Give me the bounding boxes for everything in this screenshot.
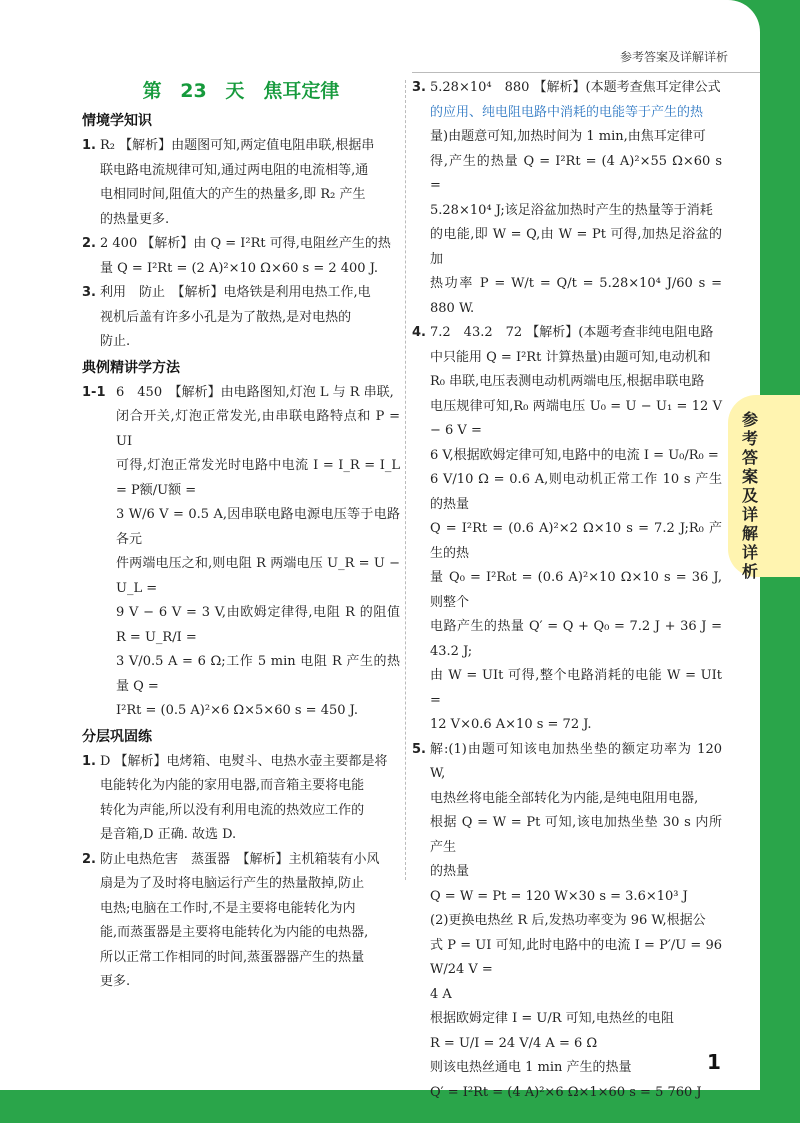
answer-line: 2 400 【解析】由 Q = I²Rt 可得,电阻丝产生的热 (100, 236, 391, 251)
answer-line: 量 Q = I²Rt = (2 A)²×10 Ω×60 s = 2 400 J. (100, 260, 379, 276)
answer-item (82, 232, 400, 281)
column-divider (405, 80, 406, 880)
answer-line: R = U/I = 24 V/4 A = 6 Ω (430, 1035, 598, 1051)
answer-line: 的电能,即 W = Q,由 W = Pt 可得,加热足浴盆的加 (430, 227, 722, 267)
running-header: 参考答案及详解详析 (619, 50, 728, 64)
answer-line: 4 A (430, 986, 452, 1002)
answer-line: 式 P = UI 可知,此时电路中的电流 I = P′/U = 96 W/24 V = (430, 937, 722, 977)
answer-line: (2)更换电热丝 R 后,发热功率变为 96 W,根据公 (430, 913, 706, 928)
left-column (82, 76, 400, 995)
answer-line: 电能转化为内能的家用电器,而音箱主要将电能 (100, 778, 365, 793)
answer-line: 则该电热丝通电 1 min 产生的热量 (430, 1060, 632, 1075)
answer-line: 12 V×0.6 A×10 s = 72 J. (430, 717, 592, 732)
answer-line: 联电路电流规律可知,通过两电阻的电流相等,通 (100, 162, 369, 178)
answer-line: 量)由题意可知,加热时间为 1 min,由焦耳定律可 (430, 129, 706, 144)
answer-line: 得,产生的热量 Q = I²Rt = (4 A)²×55 Ω×60 s = (430, 153, 722, 193)
side-tab-label: 参考答案及详解详析 (741, 410, 758, 581)
answer-line: 6 V/10 Ω = 0.6 A,则电动机正常工作 10 s 产生的热量 (430, 472, 722, 512)
answer-item (412, 321, 722, 738)
section-heading-2: 典例精讲学方法 (82, 359, 180, 376)
answer-item (82, 281, 400, 355)
answer-item (412, 76, 722, 321)
answer-line: 3 V/0.5 A = 6 Ω;工作 5 min 电阻 R 产生的热量 Q = (116, 654, 400, 694)
answer-line: 电热;电脑在工作时,不是主要将电能转化为内 (100, 900, 356, 916)
answer-line: 7.2 43.2 72 【解析】(本题考查非纯电阻电路 (430, 325, 714, 340)
answer-line: 5.28×10⁴ 880 【解析】(本题考查焦耳定律公式 (430, 80, 721, 95)
item-number: 2. (82, 236, 96, 251)
answer-line: 3 W/6 V = 0.5 A,因串联电路电源电压等于电路各元 (116, 507, 400, 547)
answer-line: 由 W = UIt 可得,整个电路消耗的电能 W = UIt = (430, 668, 722, 708)
answer-line: 扇是为了及时将电脑运行产生的热量散掉,防止 (100, 876, 365, 891)
answer-line: 防止. (100, 334, 131, 349)
section-heading-3: 分层巩固练 (82, 728, 152, 745)
item-number: 1. (82, 753, 96, 769)
answer-line: 根据欧姆定律 I = U/R 可知,电热丝的电阻 (430, 1011, 674, 1026)
answer-line: Q = W = Pt = 120 W×30 s = 3.6×10³ J (430, 888, 688, 904)
answer-line: 中只能用 Q = I²Rt 计算热量)由题可知,电动机和 (430, 349, 711, 365)
header-rule (412, 72, 760, 73)
answer-item (82, 134, 400, 232)
answer-item (82, 848, 400, 995)
answer-line: 9 V − 6 V = 3 V,由欧姆定律得,电阻 R 的阻值 R = U_R/I = (116, 605, 400, 645)
item-number: 3. (82, 285, 96, 300)
item-number: 3. (412, 80, 426, 95)
answer-line: 视机后盖有许多小孔是为了散热,是对电热的 (100, 309, 352, 325)
page-number: 1 (707, 1050, 721, 1074)
answer-line: 件两端电压之和,则电阻 R 两端电压 U_R = U − U_L = (116, 556, 400, 596)
answer-line: Q′ = I²Rt = (4 A)²×6 Ω×1×60 s = 5 760 J (430, 1084, 702, 1100)
answer-line: 电热丝将电能全部转化为内能,是纯电阻用电器, (430, 790, 699, 806)
item-number: 5. (412, 741, 426, 757)
item-number: 1-1 (82, 384, 106, 400)
item-number: 1. (82, 138, 96, 153)
answer-item (412, 738, 722, 1106)
answer-line: R₀ 串联,电压表测电动机两端电压,根据串联电路 (430, 374, 705, 389)
answer-line: 5.28×10⁴ J;该足浴盆加热时产生的热量等于消耗 (430, 202, 713, 218)
answer-line: 是音箱,D 正确. 故选 D. (100, 827, 237, 842)
answer-line: 电压规律可知,R₀ 两端电压 U₀ = U − U₁ = 12 V − 6 V = (430, 398, 722, 438)
answer-line: I²Rt = (0.5 A)²×6 Ω×5×60 s = 450 J. (116, 703, 358, 718)
answer-line: 电路产生的热量 Q′ = Q + Q₀ = 7.2 J + 36 J = 43.2 J; (430, 619, 722, 659)
answer-line: 的热量 (430, 864, 470, 879)
answer-line: 可得,灯泡正常发光时电路中电流 I = I_R = I_L = P额/U额 = (116, 458, 400, 498)
answer-line: 电相同时间,阻值大的产生的热量多,即 R₂ 产生 (100, 187, 366, 202)
right-column (412, 76, 722, 1105)
answer-line: 热功率 P = W/t = Q/t = 5.28×10⁴ J/60 s = 880 W. (430, 276, 722, 316)
answer-line: 6 V,根据欧姆定律可知,电路中的电流 I = U₀/R₀ = (430, 447, 719, 463)
answer-line: 解:(1)由题可知该电加热坐垫的额定功率为 120 W, (430, 741, 722, 781)
answer-line: 闭合开关,灯泡正常发光,由串联电路特点和 P = UI (116, 409, 400, 449)
answer-line: R₂ 【解析】由题图可知,两定值电阻串联,根据串 (100, 138, 375, 153)
answer-line: 防止电热危害 蒸蛋器 【解析】主机箱装有小风 (100, 851, 380, 867)
answer-line: Q = I²Rt = (0.6 A)²×2 Ω×10 s = 7.2 J;R₀ 产生的热 (430, 521, 722, 561)
answer-line: 转化为声能,所以没有利用电流的热效应工作的 (100, 802, 365, 818)
answer-line: 利用 防止 【解析】电烙铁是利用电热工作,电 (100, 285, 371, 300)
answer-line: 6 450 【解析】由电路图知,灯泡 L 与 R 串联, (116, 384, 394, 400)
item-number: 2. (82, 851, 96, 867)
section-heading-1: 情境学知识 (82, 113, 152, 129)
answer-line: 更多. (100, 974, 131, 989)
answer-item (82, 381, 400, 724)
answer-line: D 【解析】电烤箱、电熨斗、电热水壶主要都是将 (100, 753, 388, 769)
answer-line: 所以正常工作相同的时间,蒸蛋器器产生的热量 (100, 949, 365, 965)
answer-line: 能,而蒸蛋器是主要将电能转化为内能的电热器, (100, 925, 369, 940)
answer-line: 的应用、纯电阻电路中消耗的电能等于产生的热 (430, 104, 704, 120)
page-title: 第 23 天 焦耳定律 (142, 80, 340, 102)
answer-item (82, 750, 400, 848)
answer-line: 根据 Q = W = Pt 可知,该电加热坐垫 30 s 内所产生 (430, 815, 722, 855)
answer-line: 的热量更多. (100, 211, 170, 227)
answer-line: 量 Q₀ = I²R₀t = (0.6 A)²×10 Ω×10 s = 36 J,则整个 (430, 570, 722, 610)
item-number: 4. (412, 325, 426, 340)
